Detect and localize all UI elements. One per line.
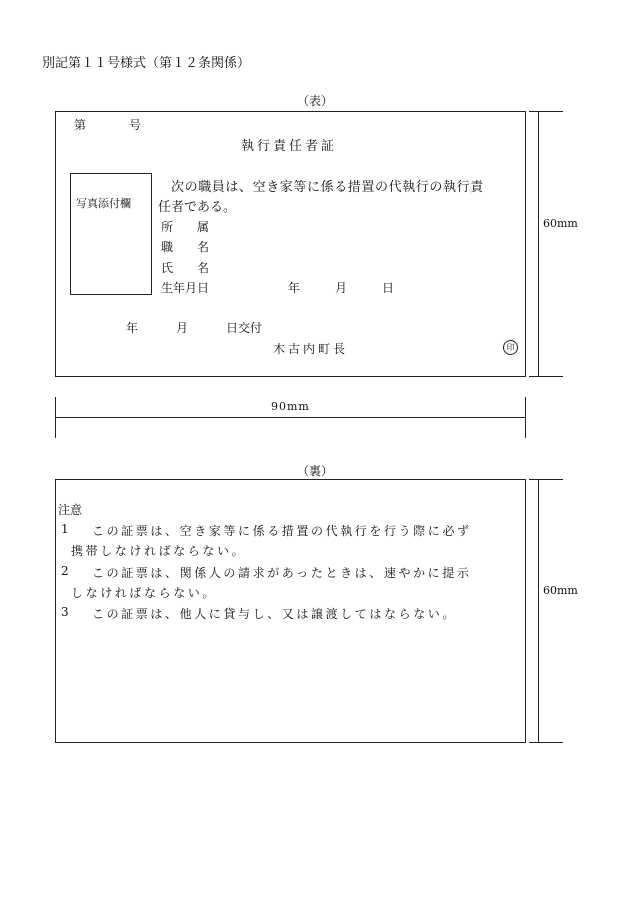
front-dim-top-tick — [529, 111, 563, 112]
note-2-line-2: しなければならない。 — [71, 586, 218, 600]
issuer: 木古内町長 — [273, 342, 349, 356]
issue-month: 月 — [176, 321, 189, 335]
field-name: 氏 名 — [161, 261, 210, 275]
field-position: 職 名 — [161, 240, 210, 254]
birth-day: 日 — [382, 281, 395, 295]
form-title: 別記第１１号様式（第１２条関係） — [42, 56, 251, 71]
back-heading: （裏） — [297, 464, 334, 478]
number-suffix: 号 — [129, 118, 142, 132]
front-dim-line — [538, 111, 539, 377]
issue-day: 日交付 — [226, 321, 263, 335]
note-2-line-1: この証票は、関係人の請求があったときは、速やかに提示 — [92, 566, 472, 580]
front-dim-bottom-tick — [529, 376, 563, 377]
note-3-number: 3 — [61, 605, 69, 619]
statement-line-1: 次の職員は、空き家等に係る措置の代執行の執行責 — [171, 180, 484, 195]
notes-title: 注意 — [58, 503, 83, 517]
width-label: 90mm — [271, 400, 310, 413]
issue-year: 年 — [126, 321, 139, 335]
photo-box — [70, 173, 152, 295]
statement-line-2: 任者である。 — [158, 200, 237, 215]
back-height-label: 60mm — [543, 584, 578, 597]
photo-label: 写真添付欄 — [76, 197, 131, 210]
number-prefix: 第 — [74, 118, 87, 132]
front-height-label: 60mm — [543, 217, 578, 230]
card-title: 執行責任者証 — [241, 139, 338, 154]
birth-year: 年 — [288, 281, 301, 295]
front-heading: （表） — [297, 94, 334, 108]
note-1-number: 1 — [61, 522, 69, 536]
back-dim-bottom-tick — [529, 742, 563, 743]
back-card — [55, 479, 526, 743]
back-dim-top-tick — [529, 479, 563, 480]
note-1-line-1: この証票は、空き家等に係る措置の代執行を行う際に必ず — [92, 524, 472, 538]
back-dim-line — [538, 479, 539, 743]
note-3-line-1: この証票は、他人に貸与し、又は譲渡してはならない。 — [92, 607, 458, 621]
seal-mark: 印 — [503, 340, 518, 355]
width-dim-line — [55, 417, 526, 418]
note-2-number: 2 — [61, 564, 69, 578]
note-1-line-2: 携帯しなければならない。 — [71, 544, 247, 558]
field-affiliation: 所 属 — [161, 220, 210, 234]
field-birthdate: 生年月日 — [161, 281, 210, 295]
front-card — [55, 111, 526, 377]
birth-month: 月 — [335, 281, 348, 295]
